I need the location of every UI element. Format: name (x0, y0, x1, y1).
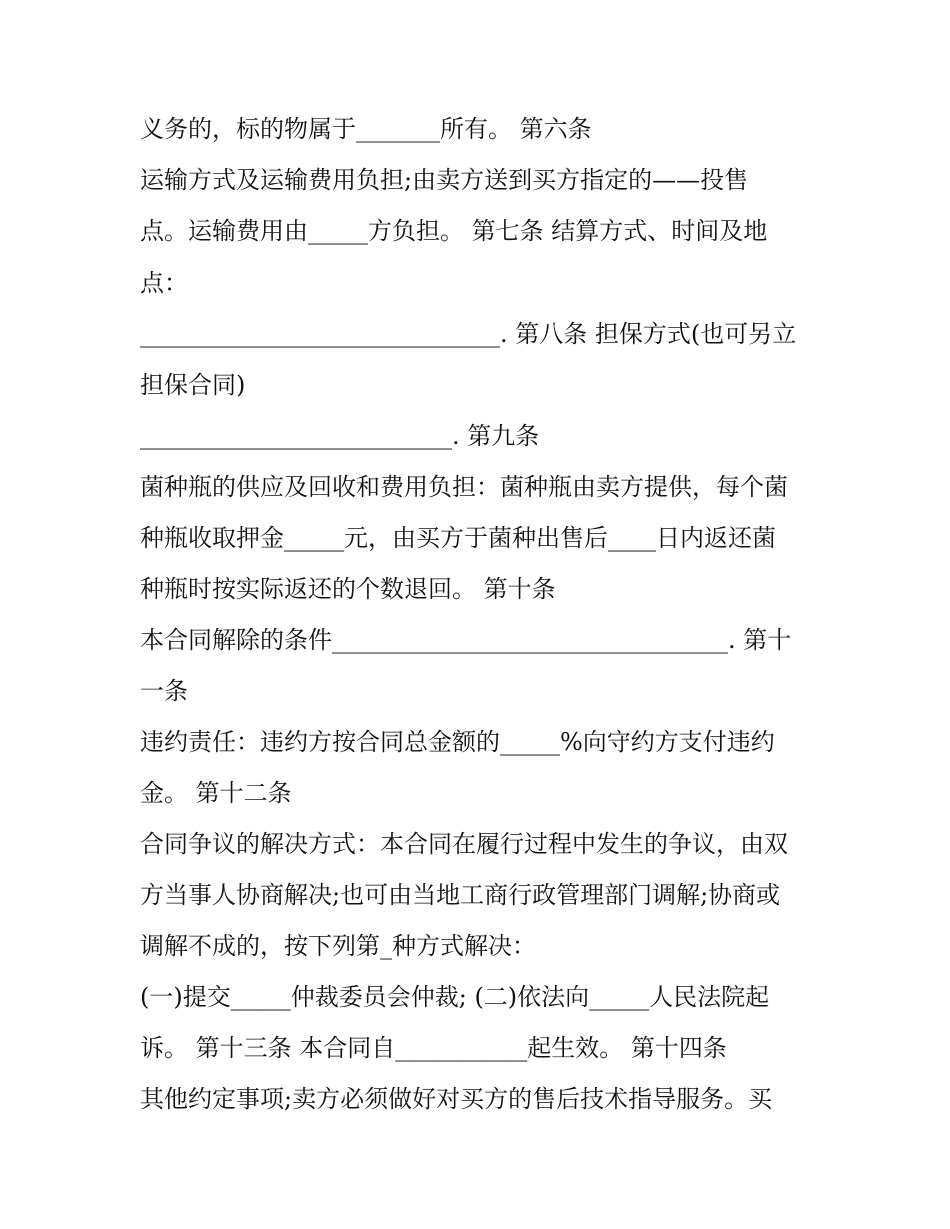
text-line: 担保合同) (140, 371, 246, 399)
text-line: 点。运输费用由_____方负担。 第七条 结算方式、时间及地 (140, 217, 768, 245)
text-line: 种瓶收取押金_____元，由买方于菌种出售后____日内返还菌 (140, 524, 776, 552)
text-line: 本合同解除的条件_________________________________. 第十 (140, 626, 792, 654)
text-line: 运输方式及运输费用负担;由卖方送到买方指定的——投售 (140, 166, 749, 194)
text-line: 种瓶时按实际返还的个数退回。 第十条 (140, 575, 556, 603)
text-line: 调解不成的，按下列第_种方式解决： (140, 932, 536, 960)
text-line: 违约责任：违约方按合同总金额的_____%向守约方支付违约 (140, 728, 775, 756)
text-line: 一条 (140, 677, 188, 705)
text-line: 方当事人协商解决;也可由当地工商行政管理部门调解;协商或 (140, 881, 781, 909)
text-line: ______________________________. 第八条 担保方式(也可另立 (140, 320, 797, 348)
text-line: 其他约定事项;卖方必须做好对买方的售后技术指导服务。买 (140, 1085, 773, 1113)
text-line: 诉。 第十三条 本合同自___________起生效。 第十四条 (140, 1034, 727, 1062)
text-line: (一)提交_____仲裁委员会仲裁; (二)依法向_____人民法院起 (140, 983, 770, 1011)
text-line: 菌种瓶的供应及回收和费用负担：菌种瓶由卖方提供，每个菌 (140, 473, 788, 501)
text-line: 金。 第十二条 (140, 779, 292, 807)
text-line: 点： (140, 269, 188, 297)
text-line: 合同争议的解决方式：本合同在履行过程中发生的争议，由双 (140, 830, 788, 858)
text-line: __________________________. 第九条 (140, 422, 540, 450)
text-line: 义务的，标的物属于_______所有。 第六条 (140, 115, 592, 143)
